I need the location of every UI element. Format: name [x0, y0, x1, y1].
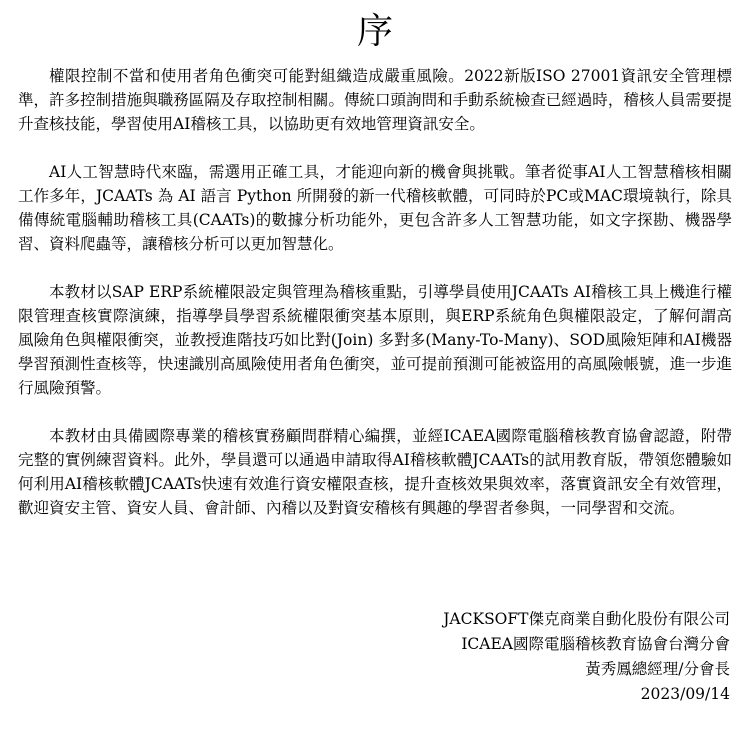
paragraph-2: AI人工智慧時代來臨，需選用正確工具，才能迎向新的機會與挑戰。筆者從事AI人工智慧稽核相關工作多年，JCAATs 為 AI 語言 Python 所開發的新一代稽核軟體，可同時於PC或MAC環境執行，除具備傳統電腦輔助稽核工具(CAATs)的數據分析功能外，更包含許多人工智慧功能，如文字探勘、機器學習、資料爬蟲等，讓稽核分析可以更加智慧化。 — [18, 163, 732, 253]
signature-date: 2023/09/14 — [640, 685, 730, 703]
signature-person: 黃秀鳳總經理/分會長 — [585, 660, 730, 678]
signature-company: JACKSOFT傑克商業自動化股份有限公司 — [443, 610, 730, 628]
paragraph-1: 權限控制不當和使用者角色衝突可能對組織造成嚴重風險。2022新版ISO 27001資訊安全管理標準，許多控制措施與職務區隔及存取控制相關。傳統口頭詢問和手動系統檢查已經過時，稽核人員需要提升查核技能，學習使用AI稽核工具，以協助更有效地管理資訊安全。 — [18, 67, 732, 133]
page-title: 序 — [356, 11, 393, 52]
signature-association: ICAEA國際電腦稽核教育協會台灣分會 — [461, 635, 730, 653]
paragraph-4: 本教材由具備國際專業的稽核實務顧問群精心編撰，並經ICAEA國際電腦稽核教育協會認證，附帶完整的實例練習資料。此外，學員還可以通過申請取得AI稽核軟體JCAATs的試用教育版，帶領您體驗如何利用AI稽核軟體JCAATs快速有效進行資安權限查核，提升查核效果與效率，落實資訊安全有效管理，歡迎資安主管、資安人員、會計師、內稽以及對資安稽核有興趣的學習者參與，一同學習和交流。 — [18, 427, 732, 517]
paragraph-3: 本教材以SAP ERP系統權限設定與管理為稽核重點，引導學員使用JCAATs AI稽核工具上機進行權限管理查核實際演練，指導學員學習系統權限衝突基本原則，與ERP系統角色與權限設定，了解何謂高風險角色與權限衝突，並教授進階技巧如比對(Join) 多對多(Many-To-Many)、SOD風險矩陣和AI機器學習預測性查核等，快速識別高風險使用者角色衝突，並可提前預測可能被盜用的高風險帳號，進一步進行風險預警。 — [18, 283, 732, 397]
signature-block — [443, 607, 730, 707]
